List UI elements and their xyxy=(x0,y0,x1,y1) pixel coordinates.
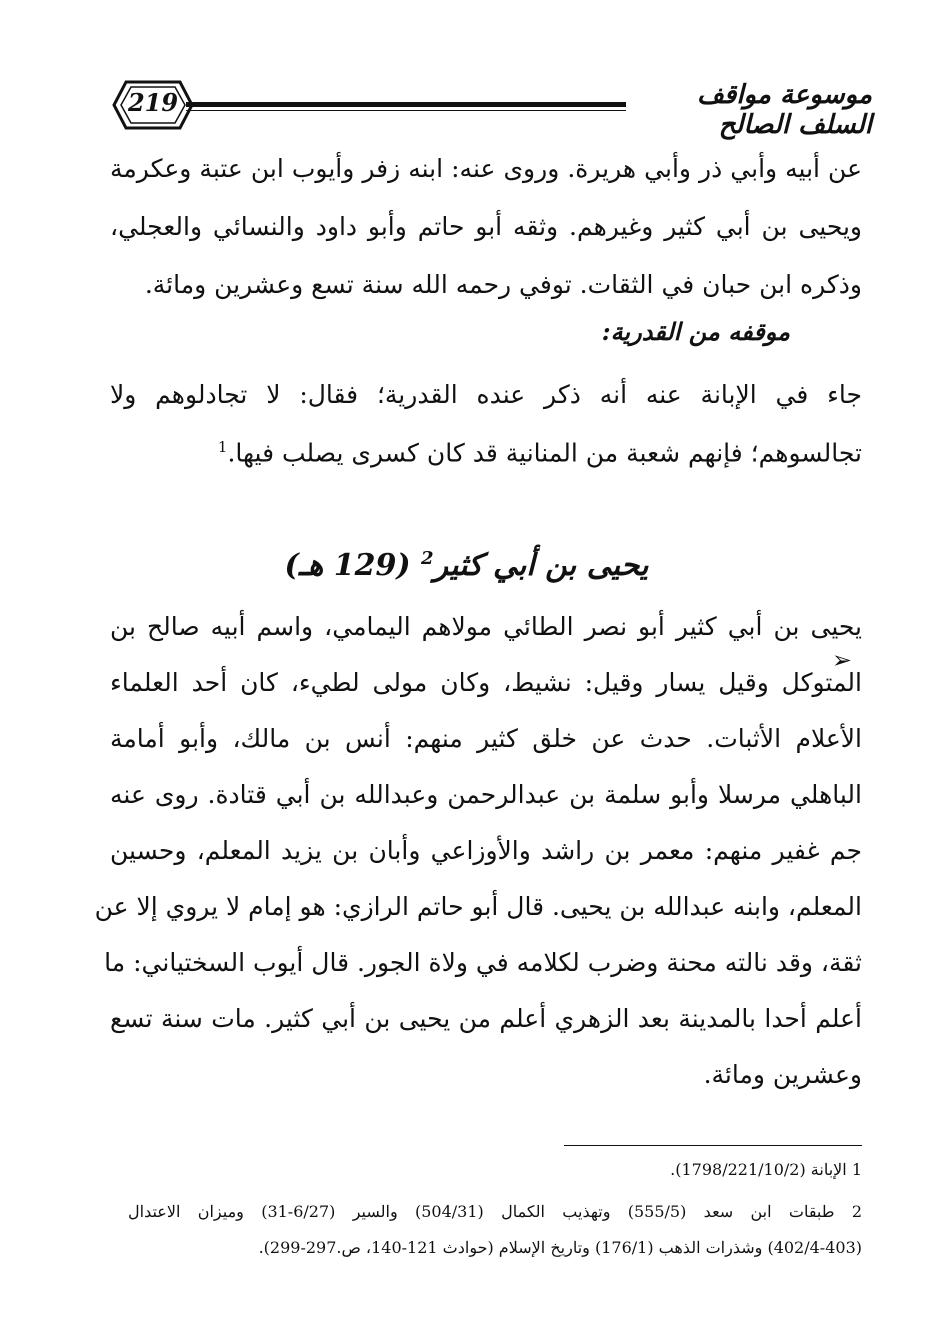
header-rule-thin xyxy=(186,110,626,111)
biography-title xyxy=(0,548,933,583)
text-line: الباهلي مرسلا وأبو سلمة بن عبدالرحمن وعبدالله بن أبي قتادة. روى عنه xyxy=(110,780,862,809)
section1-quote-paragraph xyxy=(110,376,862,476)
text-line: جم غفير منهم: معمر بن راشد والأوزاعي وأبان بن يزيد المعلم، وحسين xyxy=(110,836,862,865)
footnote-line: 2 طبقات ابن سعد (555/5) وتهذيب الكمال (504/31) والسير (6/27-31) وميزان الاعتدال xyxy=(128,1202,862,1221)
footnote-1 xyxy=(128,1162,862,1184)
section2-paragraph xyxy=(94,608,862,1108)
header-rule xyxy=(186,102,626,107)
text-line: وعشرين ومائة. xyxy=(703,1060,862,1089)
footnote-line: 1 الإبانة (1798/221/10/2). xyxy=(670,1160,862,1179)
page-header xyxy=(112,74,872,140)
text-line: يحيى بن أبي كثير أبو نصر الطائي مولاهم اليمامي، واسم أبيه صالح بن xyxy=(110,612,862,641)
series-title: موسوعة مواقف السلف الصالح xyxy=(696,80,872,140)
footnote-line: (402/4-403) وشذرات الذهب (176/1) وتاريخ الإسلام (حوادث 121-140، ص.297-299). xyxy=(258,1238,862,1257)
subheading: موقفه من القدرية: xyxy=(601,317,790,346)
text-line: المعلم، وابنه عبدالله بن يحيى. قال أبو حاتم الرازي: هو إمام لا يروي إلا عن xyxy=(94,892,862,921)
page-number-badge xyxy=(112,74,194,136)
arrow-bullet-icon: ➢ xyxy=(831,646,852,674)
text-line: ويحيى بن أبي كثير وغيرهم. وثقه أبو حاتم وأبو داود والنسائي والعجلي، xyxy=(110,212,862,241)
text-line: أعلم أحدا بالمدينة بعد الزهري أعلم من يحيى بن أبي كثير. مات سنة تسع xyxy=(110,1004,862,1033)
footnote-separator xyxy=(564,1145,862,1146)
biography-title-year: (129 هـ) xyxy=(284,548,411,583)
page-number: 219 xyxy=(127,88,179,117)
footnote-ref: 2 xyxy=(421,548,434,569)
text-line xyxy=(110,438,862,468)
footnote-ref: 1 xyxy=(217,438,228,456)
text-line: عن أبيه وأبي ذر وأبي هريرة. وروى عنه: ابنه زفر وأيوب ابن عتبة وعكرمة xyxy=(110,154,862,183)
section1-paragraph xyxy=(110,150,862,300)
text-line: الأعلام الأثبات. حدث عن خلق كثير منهم: أنس بن مالك، وأبو أمامة xyxy=(110,724,862,753)
text-line: جاء في الإبانة عنه أنه ذكر عنده القدرية؛ فقال: لا تجادلوهم ولا xyxy=(110,380,862,409)
footnote-2 xyxy=(128,1204,862,1264)
text-line: ثقة، وقد نالته محنة وضرب لكلامه في ولاة الجور. قال أيوب السختياني: ما xyxy=(104,948,862,977)
text-line-content: تجالسوهم؛ فإنهم شعبة من المنانية قد كان كسرى يصلب فيها. xyxy=(227,438,862,468)
text-line: المتوكل وقيل يسار وقيل: نشيط، وكان مولى لطيء، كان أحد العلماء xyxy=(110,668,862,697)
biography-title-name: يحيى بن أبي كثير xyxy=(433,548,649,583)
text-line: وذكره ابن حبان في الثقات. توفي رحمه الله سنة تسع وعشرين ومائة. xyxy=(144,270,862,299)
